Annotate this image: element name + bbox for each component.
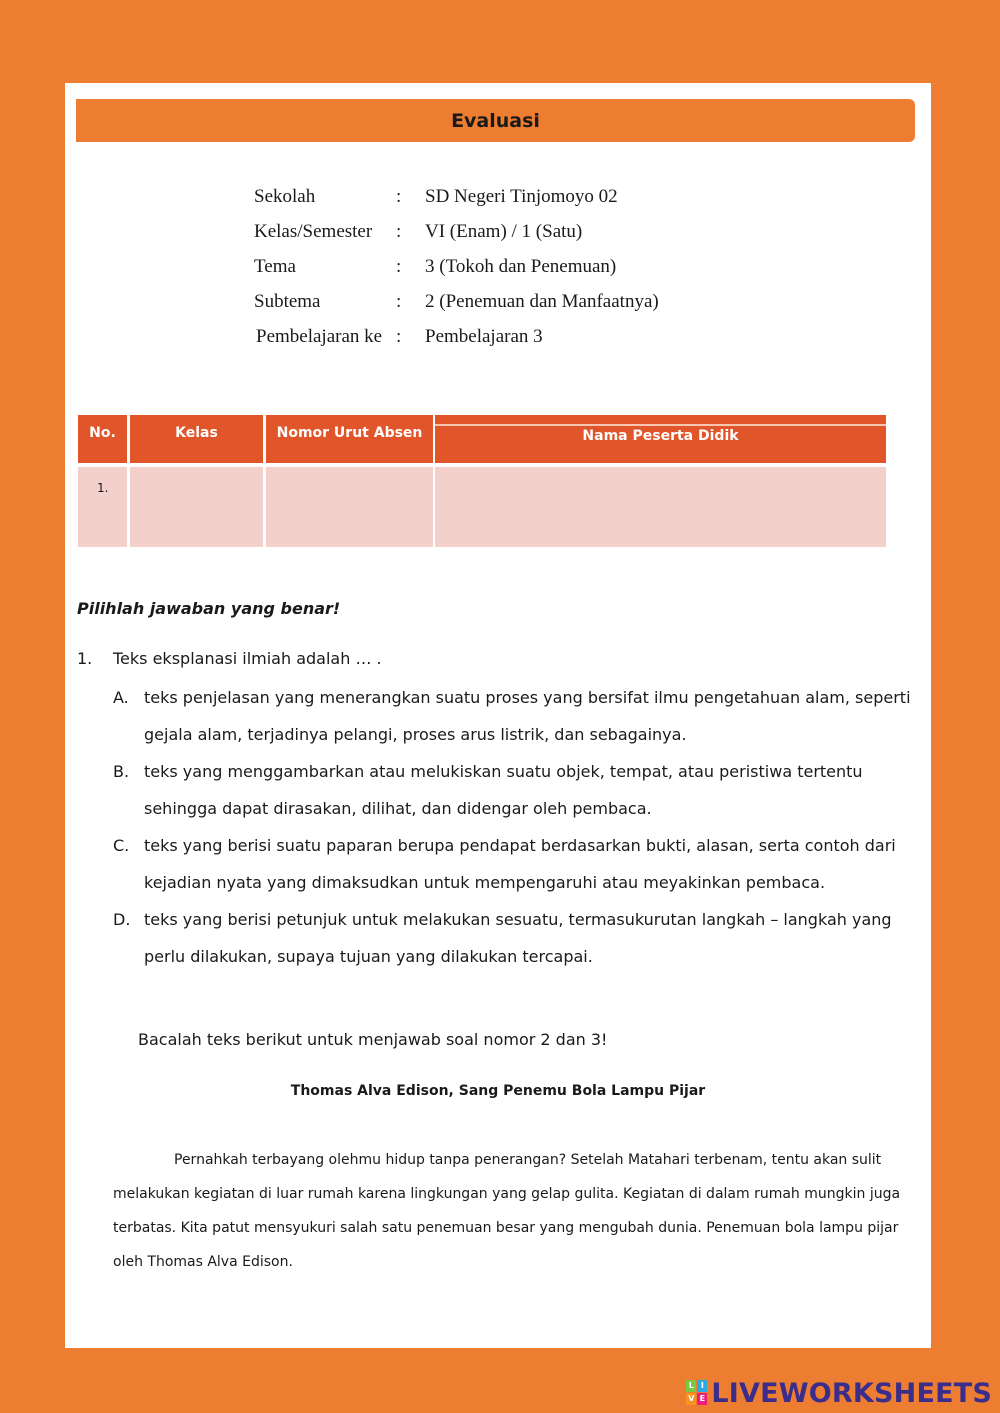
option-text: teks yang menggambarkan atau melukiskan suatu objek, tempat, atau peristiwa tertentu sehingga dapat dirasakan, dilihat, dan didengar oleh pembaca. xyxy=(144,762,863,818)
page-title: Evaluasi xyxy=(76,99,915,142)
reading-title: Thomas Alva Edison, Sang Penemu Bola Lampu Pijar xyxy=(290,1083,706,1099)
cell-no-text: 1. xyxy=(97,481,109,495)
info-value: Pembelajaran 3 xyxy=(425,326,543,347)
info-label: Sekolah xyxy=(254,186,316,207)
instruction: Pilihlah jawaban yang benar! xyxy=(77,599,341,618)
info-value: VI (Enam) / 1 (Satu) xyxy=(425,221,583,242)
info-colon: : xyxy=(396,186,402,207)
option-c[interactable] xyxy=(113,827,918,901)
option-text: teks penjelasan yang menerangkan suatu proses yang bersifat ilmu pengetahuan alam, seperti gejala alam, terjadinya pelangi, proses arus listrik, dan sebagainya. xyxy=(144,688,911,744)
option-a[interactable] xyxy=(113,679,918,753)
info-value: SD Negeri Tinjomoyo 02 xyxy=(425,186,618,207)
info-label: Tema xyxy=(254,256,296,277)
info-colon: : xyxy=(396,291,402,312)
option-text: teks yang berisi petunjuk untuk melakukan sesuatu, termasukurutan langkah – langkah yang perlu dilakukan, supaya tujuan yang dilakukan tercapai. xyxy=(144,910,892,966)
info-colon: : xyxy=(396,326,402,347)
cell-no xyxy=(78,467,127,547)
liveworksheets-icon: L I V E xyxy=(686,1380,708,1406)
options-list xyxy=(113,679,918,975)
option-letter: A. xyxy=(113,688,129,707)
brand-text: LIVEWORKSHEETS xyxy=(711,1377,992,1409)
option-text: teks yang berisi suatu paparan berupa pendapat berdasarkan bukti, alasan, serta contoh dari kejadian nyata yang dimaksudkan untuk mempengaruhi atau meyakinkan pembaca. xyxy=(144,836,896,892)
info-value: 2 (Penemuan dan Manfaatnya) xyxy=(425,291,659,312)
option-letter: D. xyxy=(113,910,131,929)
option-b[interactable] xyxy=(113,753,918,827)
option-letter: B. xyxy=(113,762,130,781)
cell-kelas[interactable] xyxy=(130,467,263,547)
worksheet-page xyxy=(65,83,931,1348)
info-label: Kelas/Semester xyxy=(254,221,373,242)
option-letter: C. xyxy=(113,836,130,855)
option-d[interactable] xyxy=(113,901,918,975)
cell-nama[interactable] xyxy=(435,467,886,547)
table-row xyxy=(78,467,886,547)
info-label: Subtema xyxy=(254,291,321,312)
info-colon: : xyxy=(396,221,402,242)
reading-paragraph: Pernahkah terbayang olehmu hidup tanpa penerangan? Setelah Matahari terbenam, tentu akan sulit melakukan kegiatan di luar rumah karena lingkungan yang gelap gulita. Kegiatan di dalam rumah mungkin juga terbatas. Kita patut mensyukuri salah satu penemuan besar yang mengubah dunia. Penemuan bola lampu pijar oleh Thomas Alva Edison. xyxy=(113,1152,901,1270)
header-no: No. xyxy=(78,415,127,463)
info-colon: : xyxy=(396,256,402,277)
table-header xyxy=(78,415,886,463)
question-text: Teks eksplanasi ilmiah adalah … . xyxy=(113,649,382,668)
question-number: 1. xyxy=(77,649,93,668)
header-kelas: Kelas xyxy=(130,415,263,463)
student-table xyxy=(78,415,886,547)
info-label: Pembelajaran ke xyxy=(256,326,383,347)
liveworksheets-logo xyxy=(686,1376,992,1410)
info-value: 3 (Tokoh dan Penemuan) xyxy=(425,256,617,277)
header-absen: Nomor Urut Absen xyxy=(266,415,433,463)
cell-absen[interactable] xyxy=(266,467,433,547)
header-nama: Nama Peserta Didik xyxy=(435,415,886,463)
reading-instruction: Bacalah teks berikut untuk menjawab soal nomor 2 dan 3! xyxy=(138,1030,608,1049)
